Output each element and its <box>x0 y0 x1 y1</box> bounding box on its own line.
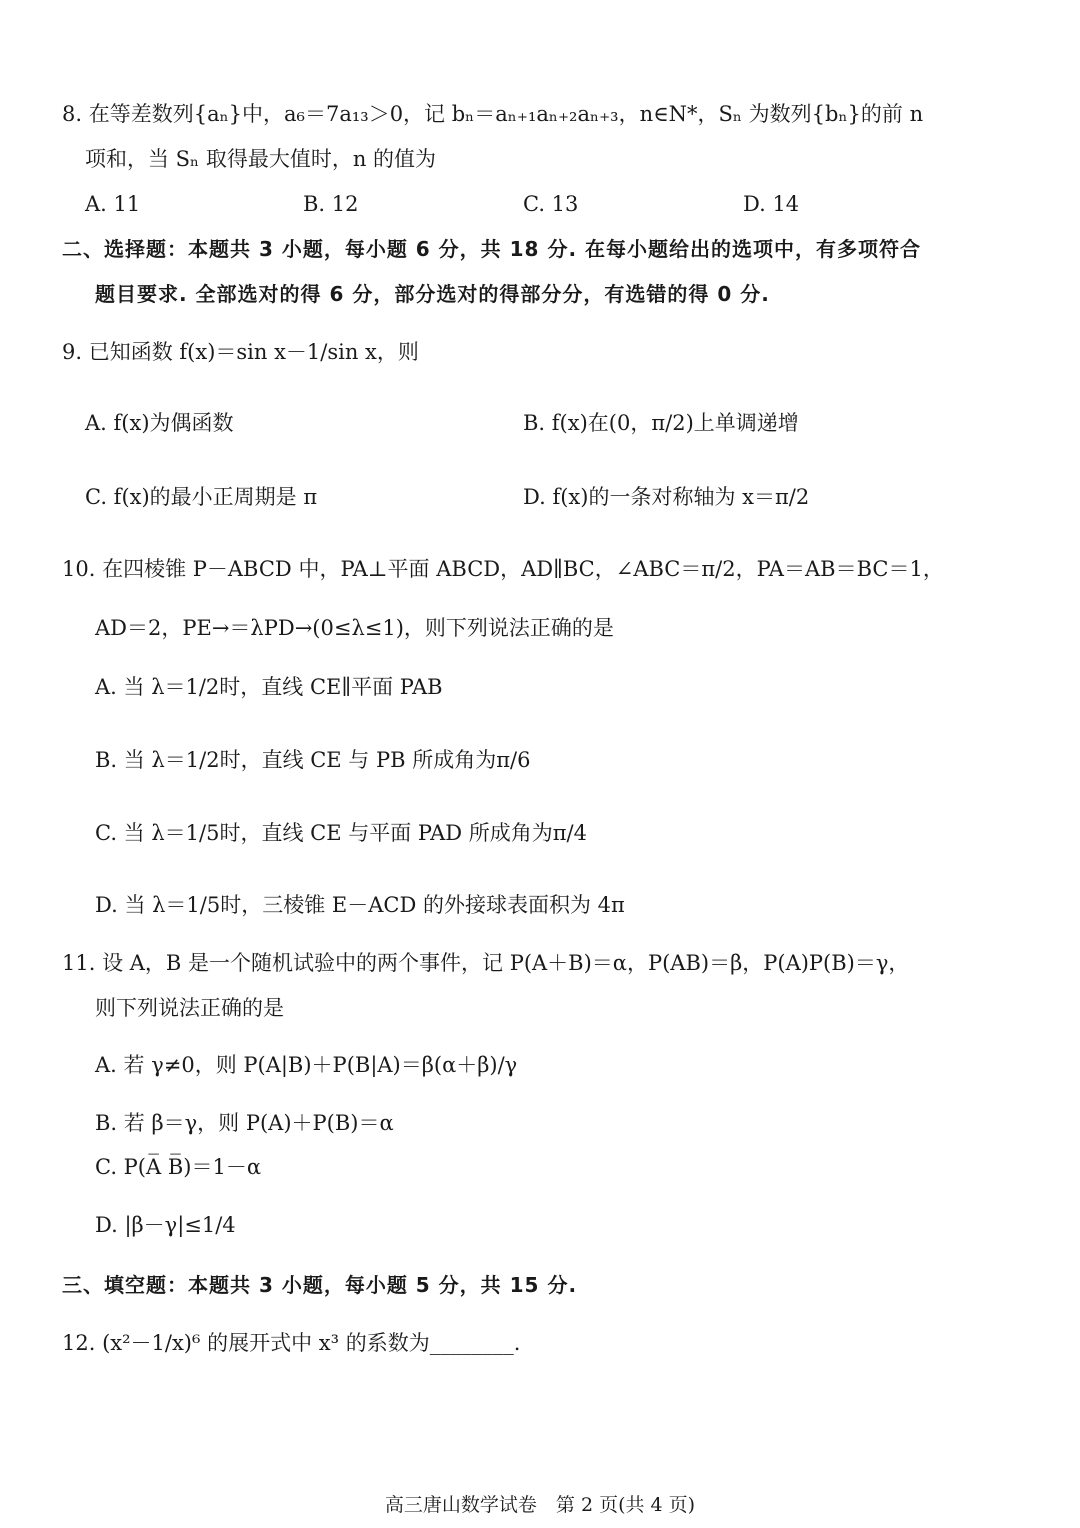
q9-option-c: C. f(x)的最小正周期是 π <box>85 485 318 509</box>
q10-stem-line2: AD＝2，PE→＝λPD→(0≤λ≤1)，则下列说法正确的是 <box>95 616 614 640</box>
q10-option-c: C. 当 λ＝1/5时，直线 CE 与平面 PAD 所成角为π/4 <box>95 821 587 845</box>
q8-option-c: C. 13 <box>523 192 579 216</box>
q10-option-d: D. 当 λ＝1/5时，三棱锥 E－ACD 的外接球表面积为 4π <box>95 893 625 917</box>
section3-heading: 三、填空题：本题共 3 小题，每小题 5 分，共 15 分. <box>62 1273 578 1297</box>
q10-option-a: A. 当 λ＝1/2时，直线 CE∥平面 PAB <box>95 675 443 699</box>
q11-option-c: C. P(A̅ B̅)＝1－α <box>95 1155 262 1179</box>
q8-option-a: A. 11 <box>85 192 141 216</box>
q8-option-b: B. 12 <box>303 192 359 216</box>
q9-option-d: D. f(x)的一条对称轴为 x＝π/2 <box>523 485 810 509</box>
q10-option-b: B. 当 λ＝1/2时，直线 CE 与 PB 所成角为π/6 <box>95 748 531 772</box>
q8-option-d: D. 14 <box>743 192 800 216</box>
q11-option-d: D. |β－γ|≤1/4 <box>95 1213 236 1237</box>
q9-stem: 9. 已知函数 f(x)＝sin x－1/sin x，则 <box>62 340 419 364</box>
q10-stem-line1: 10. 在四棱锥 P－ABCD 中，PA⊥平面 ABCD，AD∥BC，∠ABC＝π/2，PA＝AB＝BC＝1， <box>62 557 944 581</box>
page-footer: 高三唐山数学试卷 第 2 页(共 4 页) <box>384 1494 696 1516</box>
q9-option-b: B. f(x)在(0，π/2)上单调递增 <box>523 411 799 435</box>
section2-heading-line2: 题目要求. 全部选对的得 6 分，部分选对的得部分分，有选错的得 0 分. <box>95 282 770 306</box>
q11-stem-line2: 则下列说法正确的是 <box>95 996 284 1020</box>
q11-stem-line1: 11. 设 A，B 是一个随机试验中的两个事件，记 P(A＋B)＝α，P(AB)＝β，P(A)P(B)＝γ， <box>62 951 910 975</box>
q8-stem-line1: 8. 在等差数列{aₙ}中，a₆＝7a₁₃＞0，记 bₙ＝aₙ₊₁aₙ₊₂aₙ₊₃，n∈N*，Sₙ 为数列{bₙ}的前 n <box>62 102 924 126</box>
section2-heading-line1: 二、选择题：本题共 3 小题，每小题 6 分，共 18 分. 在每小题给出的选项中，有多项符合 <box>62 237 922 261</box>
q11-option-b: B. 若 β＝γ，则 P(A)＋P(B)＝α <box>95 1111 394 1135</box>
q11-option-a: A. 若 γ≠0，则 P(A|B)＋P(B|A)＝β(α＋β)/γ <box>95 1053 518 1077</box>
q8-stem-line2: 项和，当 Sₙ 取得最大值时，n 的值为 <box>85 147 437 171</box>
q9-option-a: A. f(x)为偶函数 <box>85 411 234 435</box>
q12-stem: 12. (x²－1/x)⁶ 的展开式中 x³ 的系数为________. <box>62 1331 521 1355</box>
